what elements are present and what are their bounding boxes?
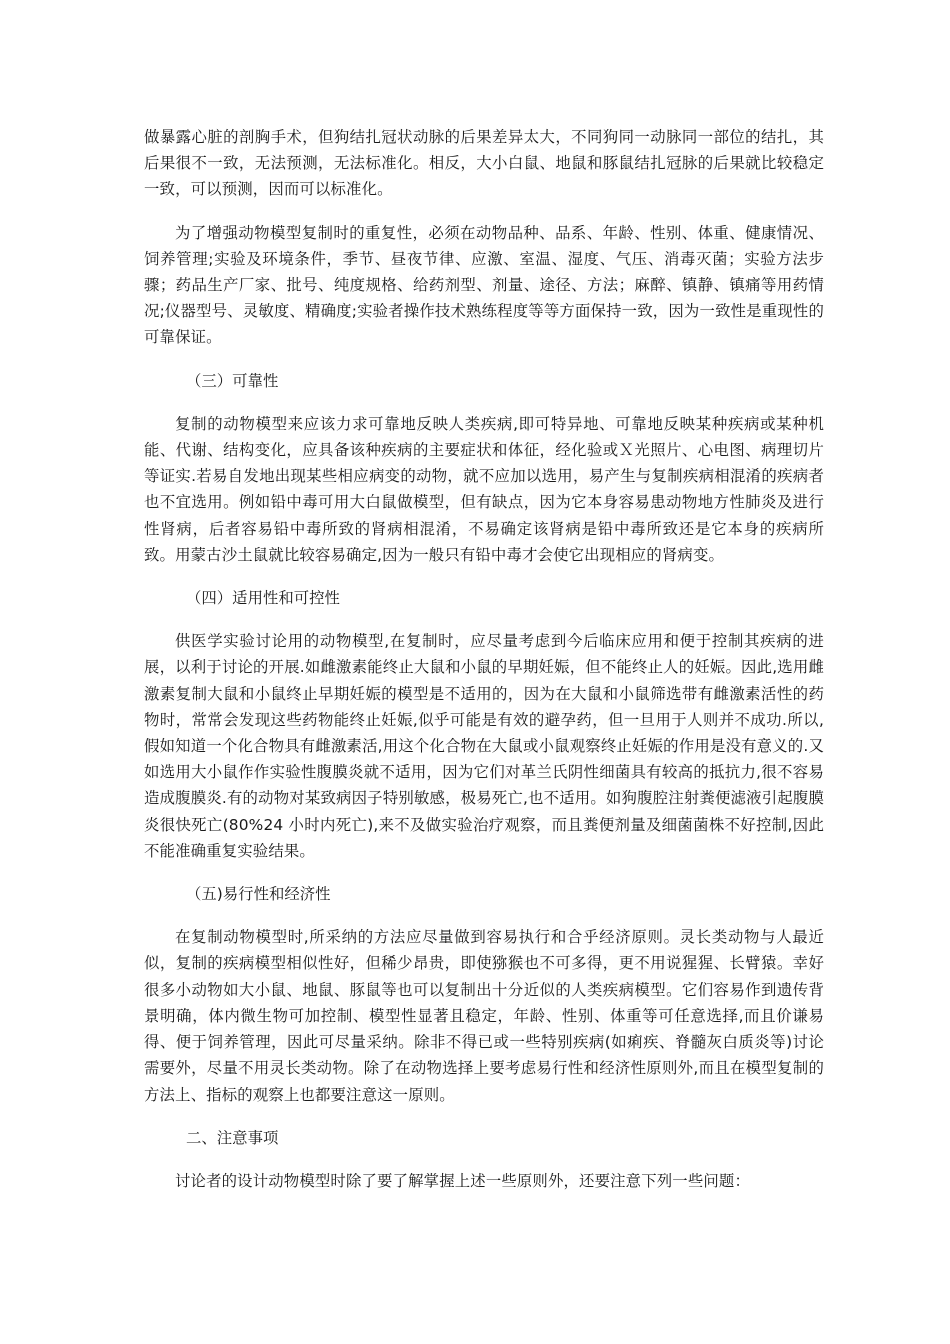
section-heading-applicability: （四）适用性和可控性 <box>186 589 340 608</box>
paragraph-feasibility: 在复制动物模型时,所采纳的方法应尽量做到容易执行和合乎经济原则。灵长类动物与人最近似，复制的疾病模型相似性好，但稀少昂贵，即使猕猴也不可多得，更不用说猩猩、长臂猿。幸好很多小动物如大小鼠、地鼠、豚鼠等也可以复制出十分近似的人类疾病模型。它们容易作到遗传背景明确，体内微生物可加控制、模型性显著且稳定，年龄、性别、体重等可任意选择,而且价谦易得、便于饲养管理，因此可尽量采纳。除非不得已或一些特别疾病(如痢疾、脊髓灰白质炎等)讨论需要外，尽量不用灵长类动物。除了在动物选择上要考虑易行性和经济性原则外,而且在模型复制的方法上、指标的观察上也都要注意这一原则。 <box>144 928 824 1104</box>
paragraph-precautions-intro: 讨论者的设计动物模型时除了要了解掌握上述一些原则外，还要注意下列一些问题： <box>175 1171 751 1190</box>
section-heading-precautions: 二、注意事项 <box>186 1128 279 1147</box>
paragraph-applicability: 供医学实验讨论用的动物模型,在复制时，应尽量考虑到今后临床应用和便于控制其疾病的进展，以利于讨论的开展.如雌激素能终止大鼠和小鼠的早期妊娠，但不能终止人的妊娠。因此,选用雌激素复制大鼠和小鼠终止早期妊娠的模型是不适用的，因为在大鼠和小鼠筛选带有雌激素活性的药物时，常常会发现这些药物能终止妊娠,似乎可能是有效的避孕药，但一旦用于人则并不成功.所以,假如知道一个化合物具有雌激素活,用这个化合物在大鼠或小鼠观察终止妊娠的作用是没有意义的.又如选用大小鼠作作实验性腹膜炎就不适用，因为它们对革兰氏阴性细菌具有较高的抵抗力,很不容易造成腹膜炎.有的动物对某致病因子特别敏感，极易死亡,也不适用。如狗腹腔注射粪便滤液引起腹膜炎很快死亡(80%24 小时内死亡),来不及做实验治疗观察，而且粪便剂量及细菌菌株不好控制,因此不能准确重复实验结果。 <box>144 632 824 860</box>
paragraph-reliability: 复制的动物模型来应该力求可靠地反映人类疾病,即可特异地、可靠地反映某种疾病或某种机能、代谢、结构变化，应具备该种疾病的主要症状和体征，经化验或Ｘ光照片、心电图、病理切片等证实.若易自发地出现某些相应病变的动物，就不应加以选用，易产生与复制疾病相混淆的疾病者也不宜选用。例如铅中毒可用大白鼠做模型，但有缺点，因为它本身容易患动物地方性肺炎及进行性肾病，后者容易铅中毒所致的肾病相混淆，不易确定该肾病是铅中毒所致还是它本身的疾病所致。用蒙古沙土鼠就比较容易确定,因为一般只有铅中毒才会使它出现相应的肾病变。 <box>144 414 824 564</box>
section-heading-feasibility: （五)易行性和经济性 <box>186 885 331 904</box>
paragraph-heart-surgery: 做暴露心脏的剖胸手术，但狗结扎冠状动脉的后果差异太大，不同狗同一动脉同一部位的结扎，其后果很不一致，无法预测，无法标准化。相反，大小白鼠、地鼠和豚鼠结扎冠脉的后果就比较稳定一致，可以预测，因而可以标准化。 <box>144 128 824 199</box>
document-body <box>144 124 824 1211</box>
section-heading-reliability: （三）可靠性 <box>186 371 279 390</box>
paragraph-reproducibility: 为了增强动物模型复制时的重复性，必须在动物品种、品系、年龄、性别、体重、健康情况、饲养管理;实验及环境条件，季节、昼夜节律、应激、室温、湿度、气压、消毒灭菌；实验方法步骤；药品生产厂家、批号、纯度规格、给药剂型、剂量、途径、方法；麻醉、镇静、镇痛等用药情况;仪器型号、灵敏度、精确度;实验者操作技术熟练程度等等方面保持一致，因为一致性是重现性的可靠保证。 <box>144 223 824 347</box>
